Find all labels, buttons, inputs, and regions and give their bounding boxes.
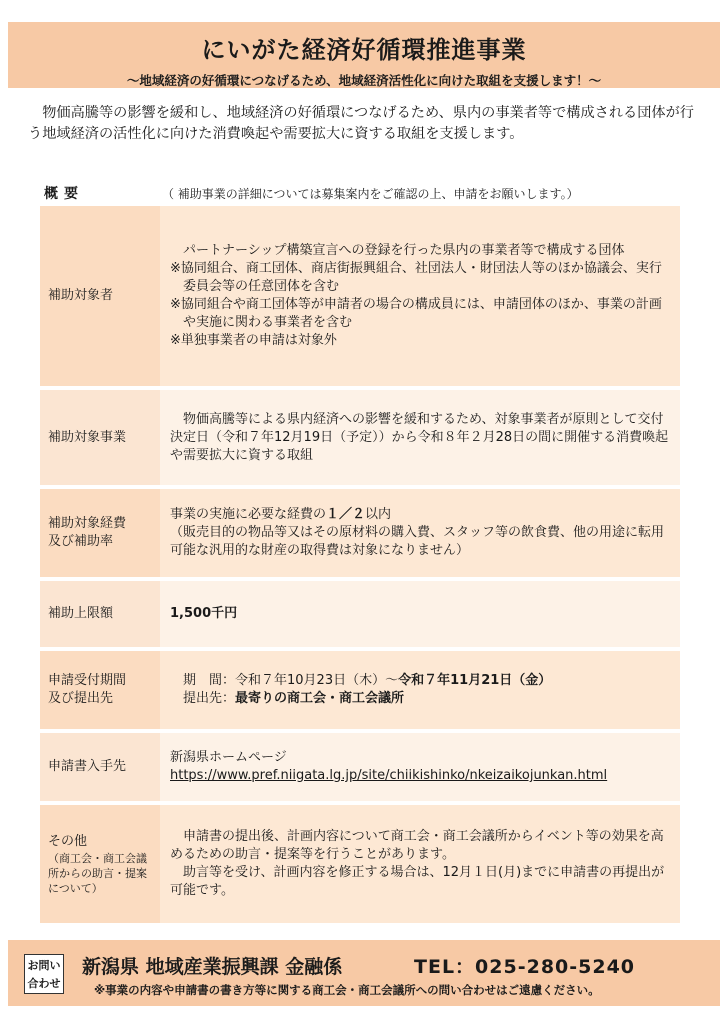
period-label: 期 間： bbox=[183, 673, 236, 688]
other-paragraph-2: 助言等を受け、計画内容を修正する場合は、12月１日(月)までに申請書の再提出が可能です。 bbox=[170, 865, 665, 898]
overview-note: （ 補助事業の詳細については募集案内をご確認の上、申請をお願いします。） bbox=[161, 187, 579, 201]
table-row-expense bbox=[40, 489, 680, 581]
period-line bbox=[170, 672, 670, 690]
table-row-target bbox=[40, 206, 680, 390]
table-row-other bbox=[40, 805, 680, 927]
other-label: その他 bbox=[48, 833, 88, 849]
contact-footer bbox=[8, 940, 720, 1006]
expense-line-1-pre: 事業の実施に必要な経費の bbox=[170, 507, 327, 522]
page-title: にいがた経済好循環推進事業 bbox=[201, 36, 527, 64]
expense-label-line-1: 補助対象経費 bbox=[48, 516, 127, 531]
overview-label: 概要 bbox=[44, 186, 84, 202]
target-line-3: ※協同組合や商工団体等が申請者の場合の構成員には、申請団体のほか、事業の計画や実施に関わる事業者を含む bbox=[170, 297, 662, 330]
destination-line bbox=[170, 690, 670, 708]
row-label-period bbox=[40, 651, 160, 729]
application-form-link[interactable]: https://www.pref.niigata.lg.jp/site/chiikishinko/nkeizaikojunkan.html bbox=[170, 768, 608, 783]
other-sublabel: （商工会・商工会議所からの助言・提案について） bbox=[48, 851, 147, 895]
contact-badge-line-2: 合わせ bbox=[27, 977, 61, 990]
subsidy-limit-value: 1,500千円 bbox=[170, 606, 238, 621]
project-text: 物価高騰等による県内経済への影響を緩和するため、対象事業者が原則として交付決定日（令和７年12月19日（予定））から令和８年２月28日の間に開催する消費喚起や需要拡大に資する取組 bbox=[170, 411, 669, 463]
intro-section bbox=[28, 103, 700, 145]
row-label-form: 申請書入手先 bbox=[40, 733, 160, 801]
target-line-4: ※単独事業者の申請は対象外 bbox=[170, 333, 337, 348]
row-value-expense bbox=[160, 489, 680, 577]
table-row-period bbox=[40, 651, 680, 733]
row-label-target: 補助対象者 bbox=[40, 206, 160, 386]
intro-text: 物価高騰等の影響を緩和し、地域経済の好循環につなげるため、県内の事業者等で構成される団体が行う地域経済の活性化に向けた消費喚起や需要拡大に資する取組を支援します。 bbox=[28, 105, 694, 142]
row-label-limit: 補助上限額 bbox=[40, 581, 160, 647]
row-value-project bbox=[160, 390, 680, 485]
row-value-limit bbox=[160, 581, 680, 647]
page-subtitle: 〜地域経済の好循環につなげるため、地域経済活性化に向けた取組を支援します！〜 bbox=[126, 73, 602, 88]
form-site-name: 新潟県ホームページ bbox=[170, 750, 287, 765]
table-row-form bbox=[40, 733, 680, 805]
contact-badge-line-1: お問い bbox=[27, 959, 61, 972]
row-value-period bbox=[160, 651, 680, 729]
target-line-1: パートナーシップ構築宣言への登録を行った県内の事業者等で構成する団体 bbox=[183, 243, 625, 258]
expense-label-line-2: 及び補助率 bbox=[48, 534, 114, 549]
expense-line-1 bbox=[170, 506, 670, 524]
row-label-expense bbox=[40, 489, 160, 577]
overview-heading bbox=[40, 183, 700, 203]
overview-table bbox=[40, 206, 680, 927]
header-banner bbox=[8, 22, 720, 88]
period-label-line-2: 及び提出先 bbox=[48, 691, 114, 706]
contact-badge bbox=[24, 954, 64, 994]
expense-line-1-post: 以内 bbox=[365, 507, 392, 522]
period-start: 令和７年10月23日（木）〜 bbox=[235, 673, 399, 688]
other-paragraph-1: 申請書の提出後、計画内容について商工会・商工会議所からイベント等の効果を高めるための助言・提案等を行うことがあります。 bbox=[170, 829, 664, 862]
subsidy-rate: １／２ bbox=[326, 507, 366, 522]
expense-line-2: （販売目的の物品等又はその原材料の購入費、スタッフ等の飲食費、他の用途に転用可能な汎用的な財産の取得費は対象になりません） bbox=[170, 525, 665, 558]
row-value-form bbox=[160, 733, 680, 801]
row-value-target bbox=[160, 206, 680, 386]
period-label-line-1: 申請受付期間 bbox=[48, 673, 127, 688]
contact-caution: ※事業の内容や申請書の書き方等に関する商工会・商工会議所への問い合わせはご遠慮ください。 bbox=[94, 983, 600, 997]
target-line-2: ※協同組合、商工団体、商店街振興組合、社団法人・財団法人等のほか協議会、実行委員会等の任意団体を含む bbox=[170, 261, 662, 294]
table-row-limit bbox=[40, 581, 680, 651]
destination-value: 最寄りの商工会・商工会議所 bbox=[235, 691, 405, 706]
row-value-other bbox=[160, 805, 680, 923]
contact-department: 新潟県 地域産業振興課 金融係 bbox=[82, 956, 343, 978]
row-label-project: 補助対象事業 bbox=[40, 390, 160, 485]
period-deadline: 令和７年11月21日（金） bbox=[398, 673, 552, 688]
row-label-other bbox=[40, 805, 160, 923]
contact-phone: TEL：025-280-5240 bbox=[414, 956, 636, 978]
destination-label: 提出先： bbox=[183, 691, 236, 706]
table-row-project bbox=[40, 390, 680, 489]
